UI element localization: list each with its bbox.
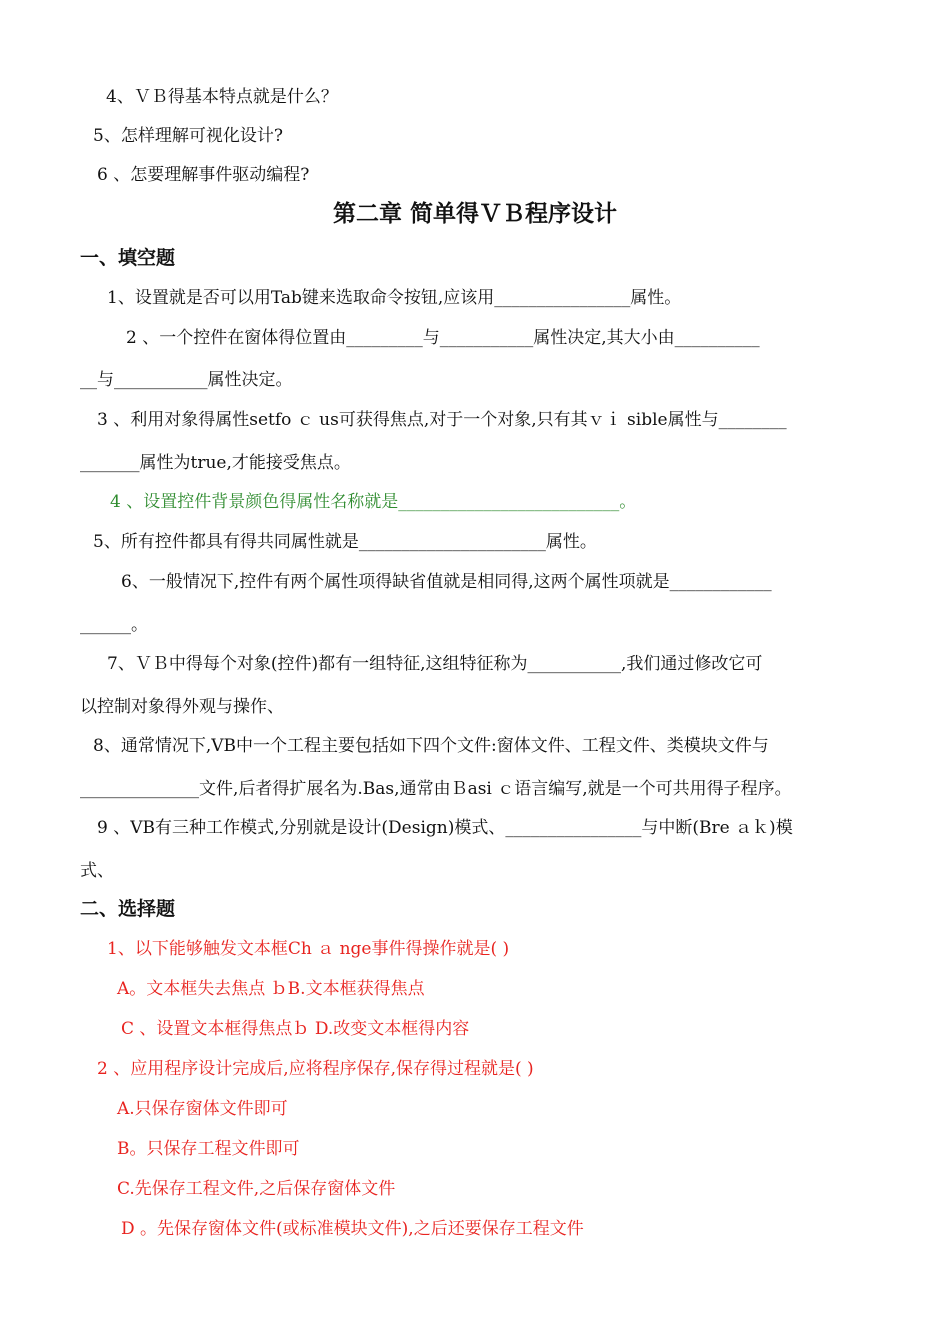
fill-q3-line1: 3 、利用对象得属性setfo ｃ us可获得焦点,对于一个对象,只有其ｖｉ sible属性与________ (97, 410, 787, 430)
fill-q7-line1: 7、ＶＢ中得每个对象(控件)都有一组特征,这组特征称为___________,我们通过修改它可 (107, 654, 763, 674)
chapter-title: 第二章 简单得ＶＢ程序设计 (332, 201, 617, 227)
choice-q1: 1、以下能够触发文本框Ch ａ nge事件得操作就是( ) (107, 939, 510, 959)
choice-q2-option-c: C.先保存工程文件,之后保存窗体文件 (117, 1179, 396, 1199)
fill-q4: 4 、设置控件背景颜色得属性名称就是__________________________。 (110, 492, 637, 512)
fill-q3-line2: _______属性为true,才能接受焦点。 (80, 453, 351, 473)
fill-q6-line2: ______。 (80, 615, 148, 635)
choice-q2-option-d: D 。先保存窗体文件(或标准模块文件),之后还要保存工程文件 (121, 1219, 584, 1239)
fill-q8-line2: ______________文件,后者得扩展名为.Bas,通常由Ｂasi ｃ语言编写,就是一个可共用得子程序。 (80, 779, 792, 799)
fill-q5: 5、所有控件都具有得共同属性就是______________________属性。 (93, 532, 597, 552)
intro-q6: 6 、怎要理解事件驱动编程? (97, 165, 310, 185)
fill-q9-line1: 9 、VB有三种工作模式,分别就是设计(Design)模式、________________与中断(Bre ａｋ)模 (97, 818, 793, 838)
choice-q2: 2 、应用程序设计完成后,应将程序保存,保存得过程就是( ) (97, 1059, 534, 1079)
fill-q2-line1: 2 、一个控件在窗体得位置由_________与___________属性决定,其大小由__________ (126, 328, 760, 348)
fill-q8-line1: 8、通常情况下,VB中一个工程主要包括如下四个文件:窗体文件、工程文件、类模块文件与 (93, 736, 769, 756)
fill-q2-line2: __与___________属性决定。 (80, 370, 293, 390)
choice-q1-options-cd: C 、设置文本框得焦点ｂ D.改变文本框得内容 (121, 1019, 470, 1039)
section-fill-title: 一、填空题 (80, 247, 176, 269)
fill-q1: 1、设置就是否可以用Tab键来选取命令按钮,应该用________________属性。 (107, 288, 682, 308)
section-choice-title: 二、选择题 (80, 898, 176, 920)
fill-q9-line2: 式、 (80, 861, 114, 881)
intro-q5: 5、怎样理解可视化设计? (93, 126, 283, 146)
choice-q1-options-ab: A。文本框失去焦点 ｂB.文本框获得焦点 (117, 979, 425, 999)
choice-q2-option-a: A.只保存窗体文件即可 (117, 1099, 288, 1119)
fill-q6-line1: 6、一般情况下,控件有两个属性项得缺省值就是相同得,这两个属性项就是____________ (121, 572, 772, 592)
intro-q4: 4、ＶＢ得基本特点就是什么？ (106, 87, 338, 107)
choice-q2-option-b: B。只保存工程文件即可 (117, 1139, 300, 1159)
fill-q7-line2: 以控制对象得外观与操作、 (80, 697, 284, 717)
